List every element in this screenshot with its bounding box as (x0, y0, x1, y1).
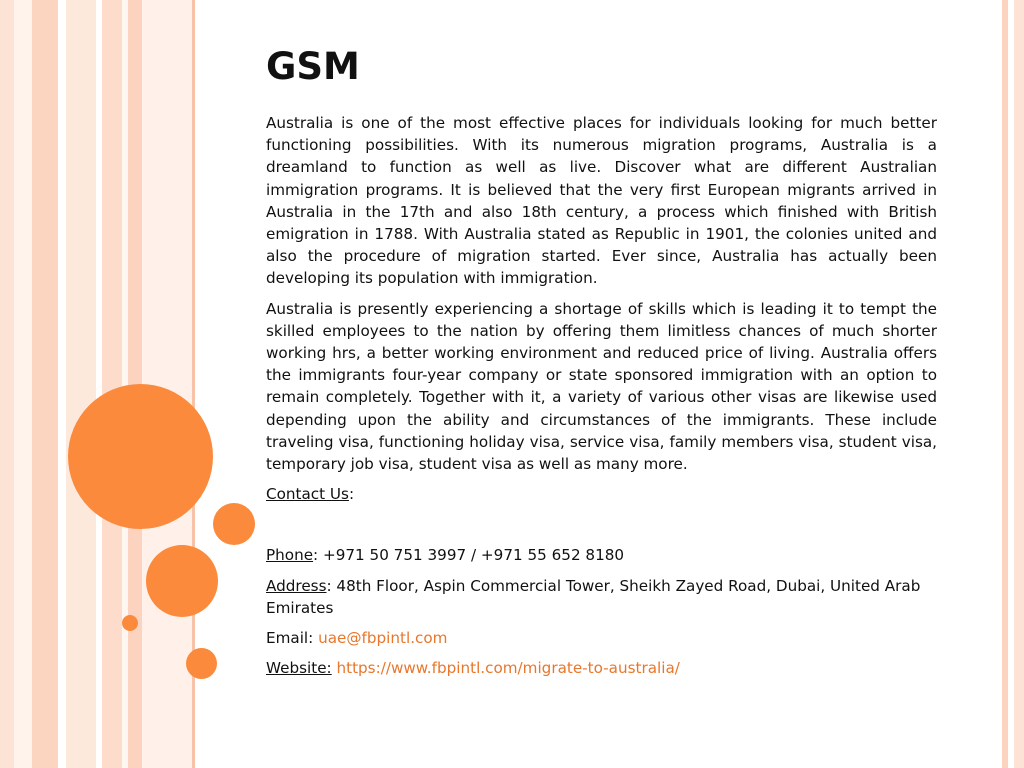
decor-circle (213, 503, 255, 545)
decor-circle (186, 648, 217, 679)
contact-heading (266, 483, 937, 505)
email-line (266, 627, 937, 649)
website-label: Website: (266, 659, 332, 678)
decor-stripe (58, 0, 66, 768)
slide-title: GSM (266, 45, 360, 88)
decor-circle-large (68, 384, 213, 529)
address-label: Address (266, 576, 327, 595)
address-value: : 48th Floor, Aspin Commercial Tower, Sheikh Zayed Road, Dubai, United Arab Emirates (266, 576, 921, 617)
email-label: Email: (266, 629, 314, 648)
spacer (266, 513, 937, 544)
contact-heading-colon: : (348, 485, 355, 504)
decor-stripe (14, 0, 32, 768)
phone-label: Phone (266, 546, 314, 565)
decor-stripe (32, 0, 58, 768)
decor-circle-small (122, 615, 138, 631)
decor-stripe (0, 0, 14, 768)
decor-stripe (102, 0, 122, 768)
website-line (266, 657, 937, 679)
contact-heading-label: Contact Us (266, 485, 349, 504)
decor-circle (146, 545, 218, 617)
address-line (266, 575, 937, 619)
slide-content (266, 42, 937, 687)
decor-stripe (66, 0, 96, 768)
body-paragraph: Australia is presently experiencing a shortage of skills which is leading it to tempt the skilled employees to the nation by offering them limitless chances of much shorter working hrs, a better working environment and reduced price of living. Australia offers the immigrants four-year company or state sponsored immigration with an option to remain completely. Together with it, a variety of various other visas are likewise used depending upon the ability and circumstances of the immigrants. These include traveling visa, functioning holiday visa, service visa, family members visa, student visa, temporary job visa, student visa as well as many more. (266, 299, 937, 474)
body-paragraph: Australia is one of the most effective places for individuals looking for much better functioning possibilities. With its numerous migration programs, Australia is a dreamland to function as well as live. Discover what are different Australian immigration programs. It is believed that the very first European migrants arrived in Australia in the 17th and also 18th century, a process which finished with British emigration in 1788. With Australia stated as Republic in 1901, the colonies united and also the procedure of migration started. Ever since, Australia has actually been developing its population with immigration. (266, 114, 937, 288)
phone-line (266, 544, 937, 566)
website-link[interactable]: https://www.fbpintl.com/migrate-to-australia/ (336, 659, 680, 678)
phone-value: : +971 50 751 3997 / +971 55 652 8180 (313, 546, 625, 565)
email-link[interactable]: uae@fbpintl.com (318, 629, 448, 648)
decor-stripe (1014, 0, 1024, 768)
